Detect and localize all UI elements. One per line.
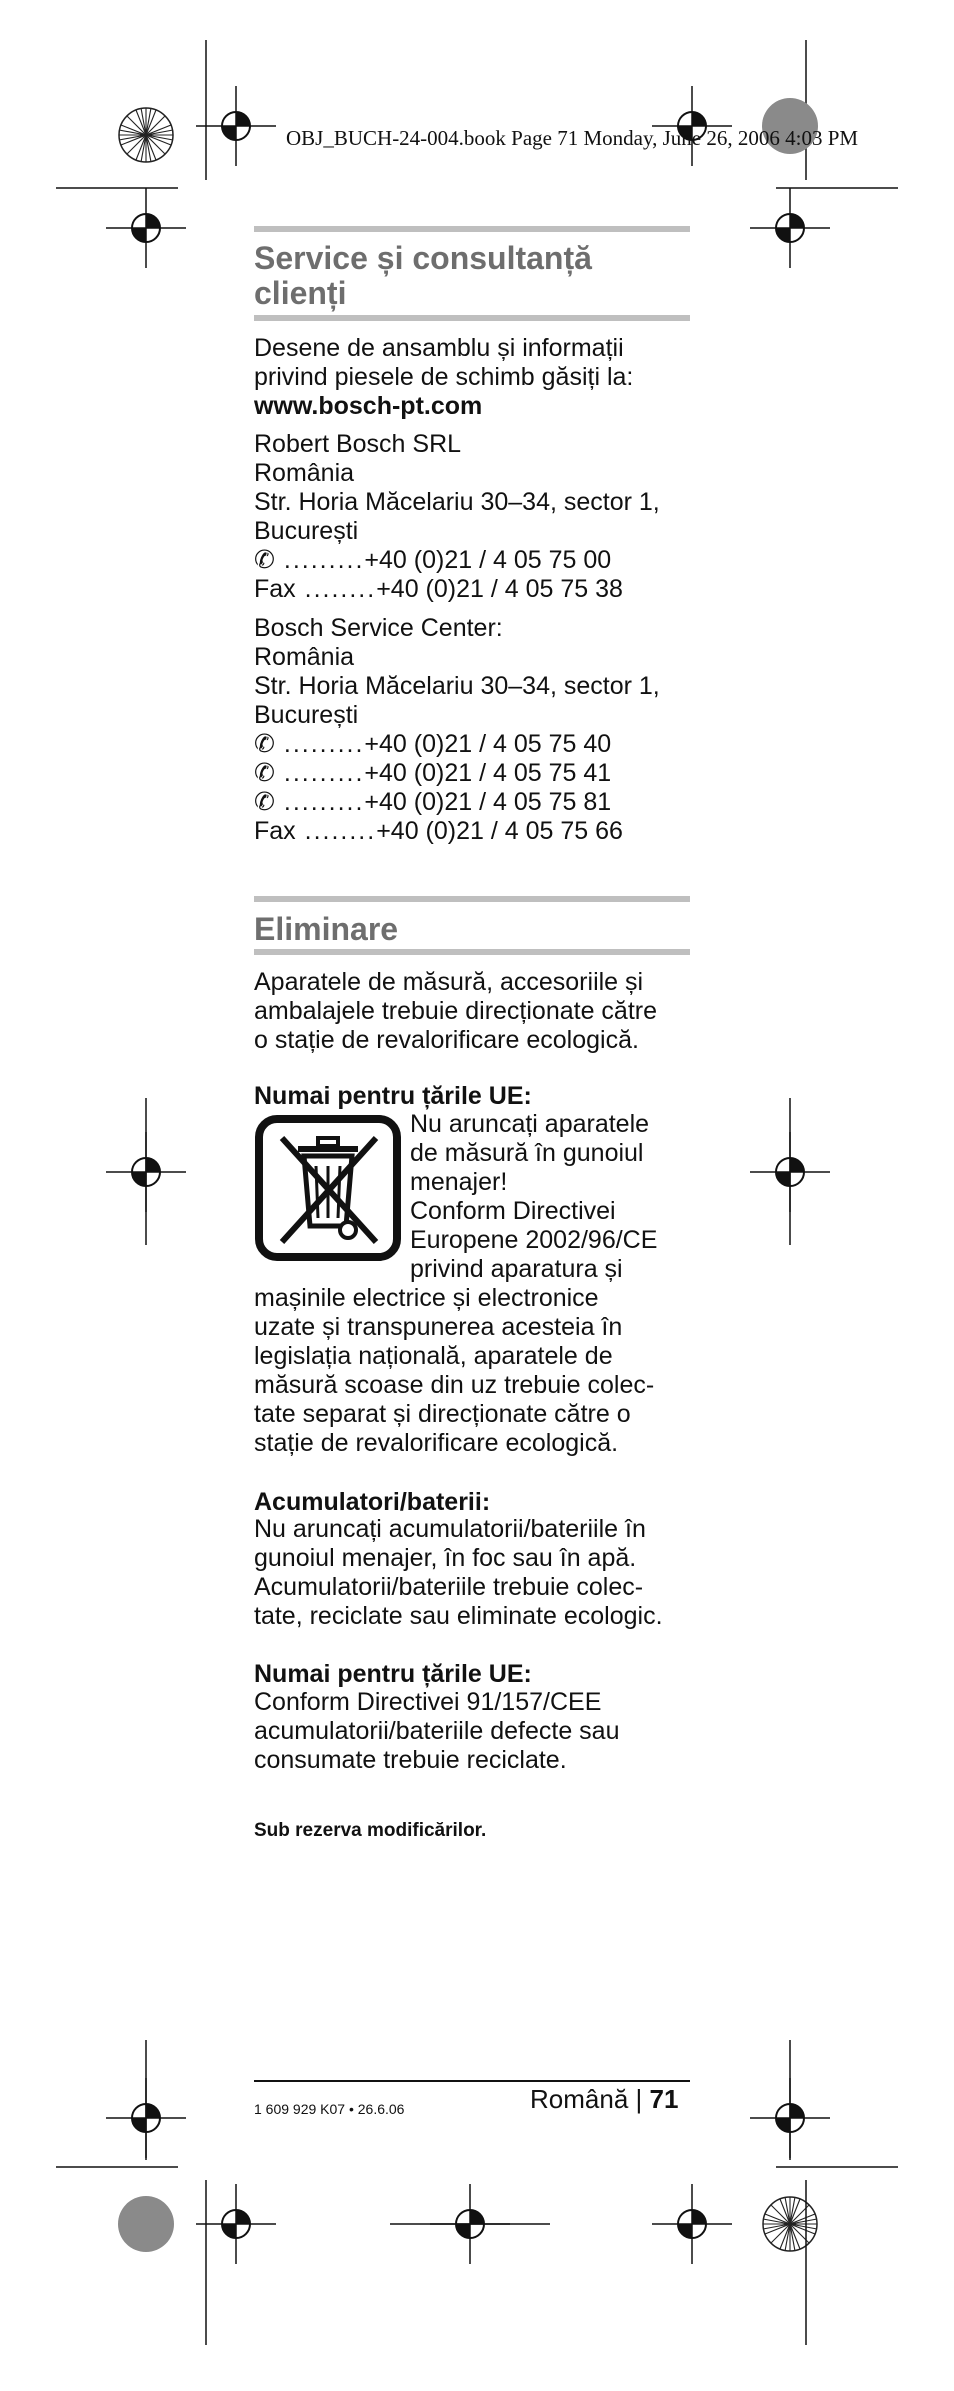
eu-text-line11: tate separat și direcționate către o: [254, 1400, 631, 1428]
eu-text-line8: uzate și transpunerea acesteia în: [254, 1313, 623, 1341]
footer-page-number: 71: [649, 2084, 679, 2114]
center-address: Str. Horia Măcelariu 30–34, sector 1,: [254, 672, 660, 700]
battery-line4: tate, reciclate sau eliminate ecologic.: [254, 1602, 663, 1630]
reserve-note: Sub rezerva modificărilor.: [254, 1820, 487, 1841]
disposal-para-line3: o stație de revalorificare ecologică.: [254, 1026, 639, 1054]
eu2-line2: acumulatorii/bateriile defecte sau: [254, 1717, 620, 1745]
title-rule-bottom: [254, 949, 690, 955]
center-phone-1: +40 (0)21 / 4 05 75 40: [364, 730, 612, 758]
center-fax-row: Fax ........+40 (0)21 / 4 05 75 66: [254, 817, 623, 845]
company-fax: +40 (0)21 / 4 05 75 38: [376, 575, 623, 603]
disposal-title: Eliminare: [254, 911, 399, 947]
footer-page-label: [530, 2084, 678, 2114]
eu-text-line7: mașinile electrice și electronice: [254, 1284, 599, 1312]
center-name: Bosch Service Center:: [254, 614, 503, 642]
eu-text-line1: Nu aruncați aparatele: [410, 1110, 650, 1138]
center-phone-2: +40 (0)21 / 4 05 75 41: [364, 759, 612, 787]
phone-icon: ✆: [254, 759, 275, 787]
intro-line1: Desene de ansamblu și informații: [254, 334, 624, 362]
disposal-para-line2: ambalajele trebuie direcționate către: [254, 997, 658, 1025]
eu-text-line10: măsură scoase din uz trebuie colec-: [254, 1371, 655, 1399]
eu2-line1: Conform Directivei 91/157/CEE: [254, 1688, 602, 1716]
battery-heading: Acumulatori/baterii:: [254, 1488, 491, 1516]
eu-heading: Numai pentru țările UE:: [254, 1082, 532, 1110]
disposal-para-line1: Aparatele de măsură, accesoriile și: [254, 968, 644, 996]
eu-text-line12: stație de revalorificare ecologică.: [254, 1429, 619, 1457]
company-address: Str. Horia Măcelariu 30–34, sector 1,: [254, 488, 660, 516]
crossed-out-bin-icon: [254, 1114, 402, 1262]
center-fax: +40 (0)21 / 4 05 75 66: [376, 817, 623, 845]
intro-line2: privind piesele de schimb găsiți la:: [254, 363, 634, 391]
footer-code: 1 609 929 K07 • 26.6.06: [254, 2101, 405, 2117]
title-rule-top: [254, 896, 690, 902]
company-city: București: [254, 517, 359, 545]
phone-icon: ✆: [254, 546, 275, 574]
company-fax-row: Fax ........+40 (0)21 / 4 05 75 38: [254, 575, 623, 603]
center-country: România: [254, 643, 355, 671]
center-phone-row: ✆ .........+40 (0)21 / 4 05 75 40: [254, 730, 612, 758]
phone-icon: ✆: [254, 788, 275, 816]
center-phone-row: ✆ .........+40 (0)21 / 4 05 75 81: [254, 788, 612, 816]
footer-rule: [254, 2080, 690, 2082]
eu-text-line4: Conform Directivei: [410, 1197, 616, 1225]
eu2-line3: consumate trebuie reciclate.: [254, 1746, 567, 1774]
book-header: OBJ_BUCH-24-004.book Page 71 Monday, June 26, 2006 4:03 PM: [286, 126, 859, 150]
company-name: Robert Bosch SRL: [254, 430, 462, 458]
company-phone-row: ✆ .........+40 (0)21 / 4 05 75 00: [254, 546, 612, 574]
company-phone: +40 (0)21 / 4 05 75 00: [364, 546, 612, 574]
battery-line3: Acumulatorii/bateriile trebuie colec-: [254, 1573, 644, 1601]
eu-text-line6: privind aparatura și: [410, 1255, 623, 1283]
battery-line2: gunoiul menajer, în foc sau în apă.: [254, 1544, 637, 1572]
title-rule-bottom: [254, 315, 690, 321]
title-rule-top: [254, 226, 690, 232]
footer-separator: |: [635, 2084, 643, 2114]
eu-text-line3: menajer!: [410, 1168, 508, 1196]
website-link[interactable]: www.bosch-pt.com: [254, 392, 483, 420]
center-city: București: [254, 701, 359, 729]
eu-text-line2: de măsură în gunoiul: [410, 1139, 644, 1167]
company-country: România: [254, 459, 355, 487]
battery-line1: Nu aruncați acumulatorii/bateriile în: [254, 1515, 646, 1543]
eu-text-line9: legislația națională, aparatele de: [254, 1342, 613, 1370]
fax-label: Fax: [254, 817, 296, 845]
phone-icon: ✆: [254, 730, 275, 758]
center-phone-3: +40 (0)21 / 4 05 75 81: [364, 788, 612, 816]
service-title-line2: clienți: [254, 275, 347, 311]
eu-text-line5: Europene 2002/96/CE: [410, 1226, 658, 1254]
eu2-heading: Numai pentru țările UE:: [254, 1660, 532, 1688]
footer-language: Română: [530, 2084, 629, 2114]
service-title-line1: Service și consultanță: [254, 240, 592, 276]
fax-label: Fax: [254, 575, 296, 603]
center-phone-row: ✆ .........+40 (0)21 / 4 05 75 41: [254, 759, 612, 787]
